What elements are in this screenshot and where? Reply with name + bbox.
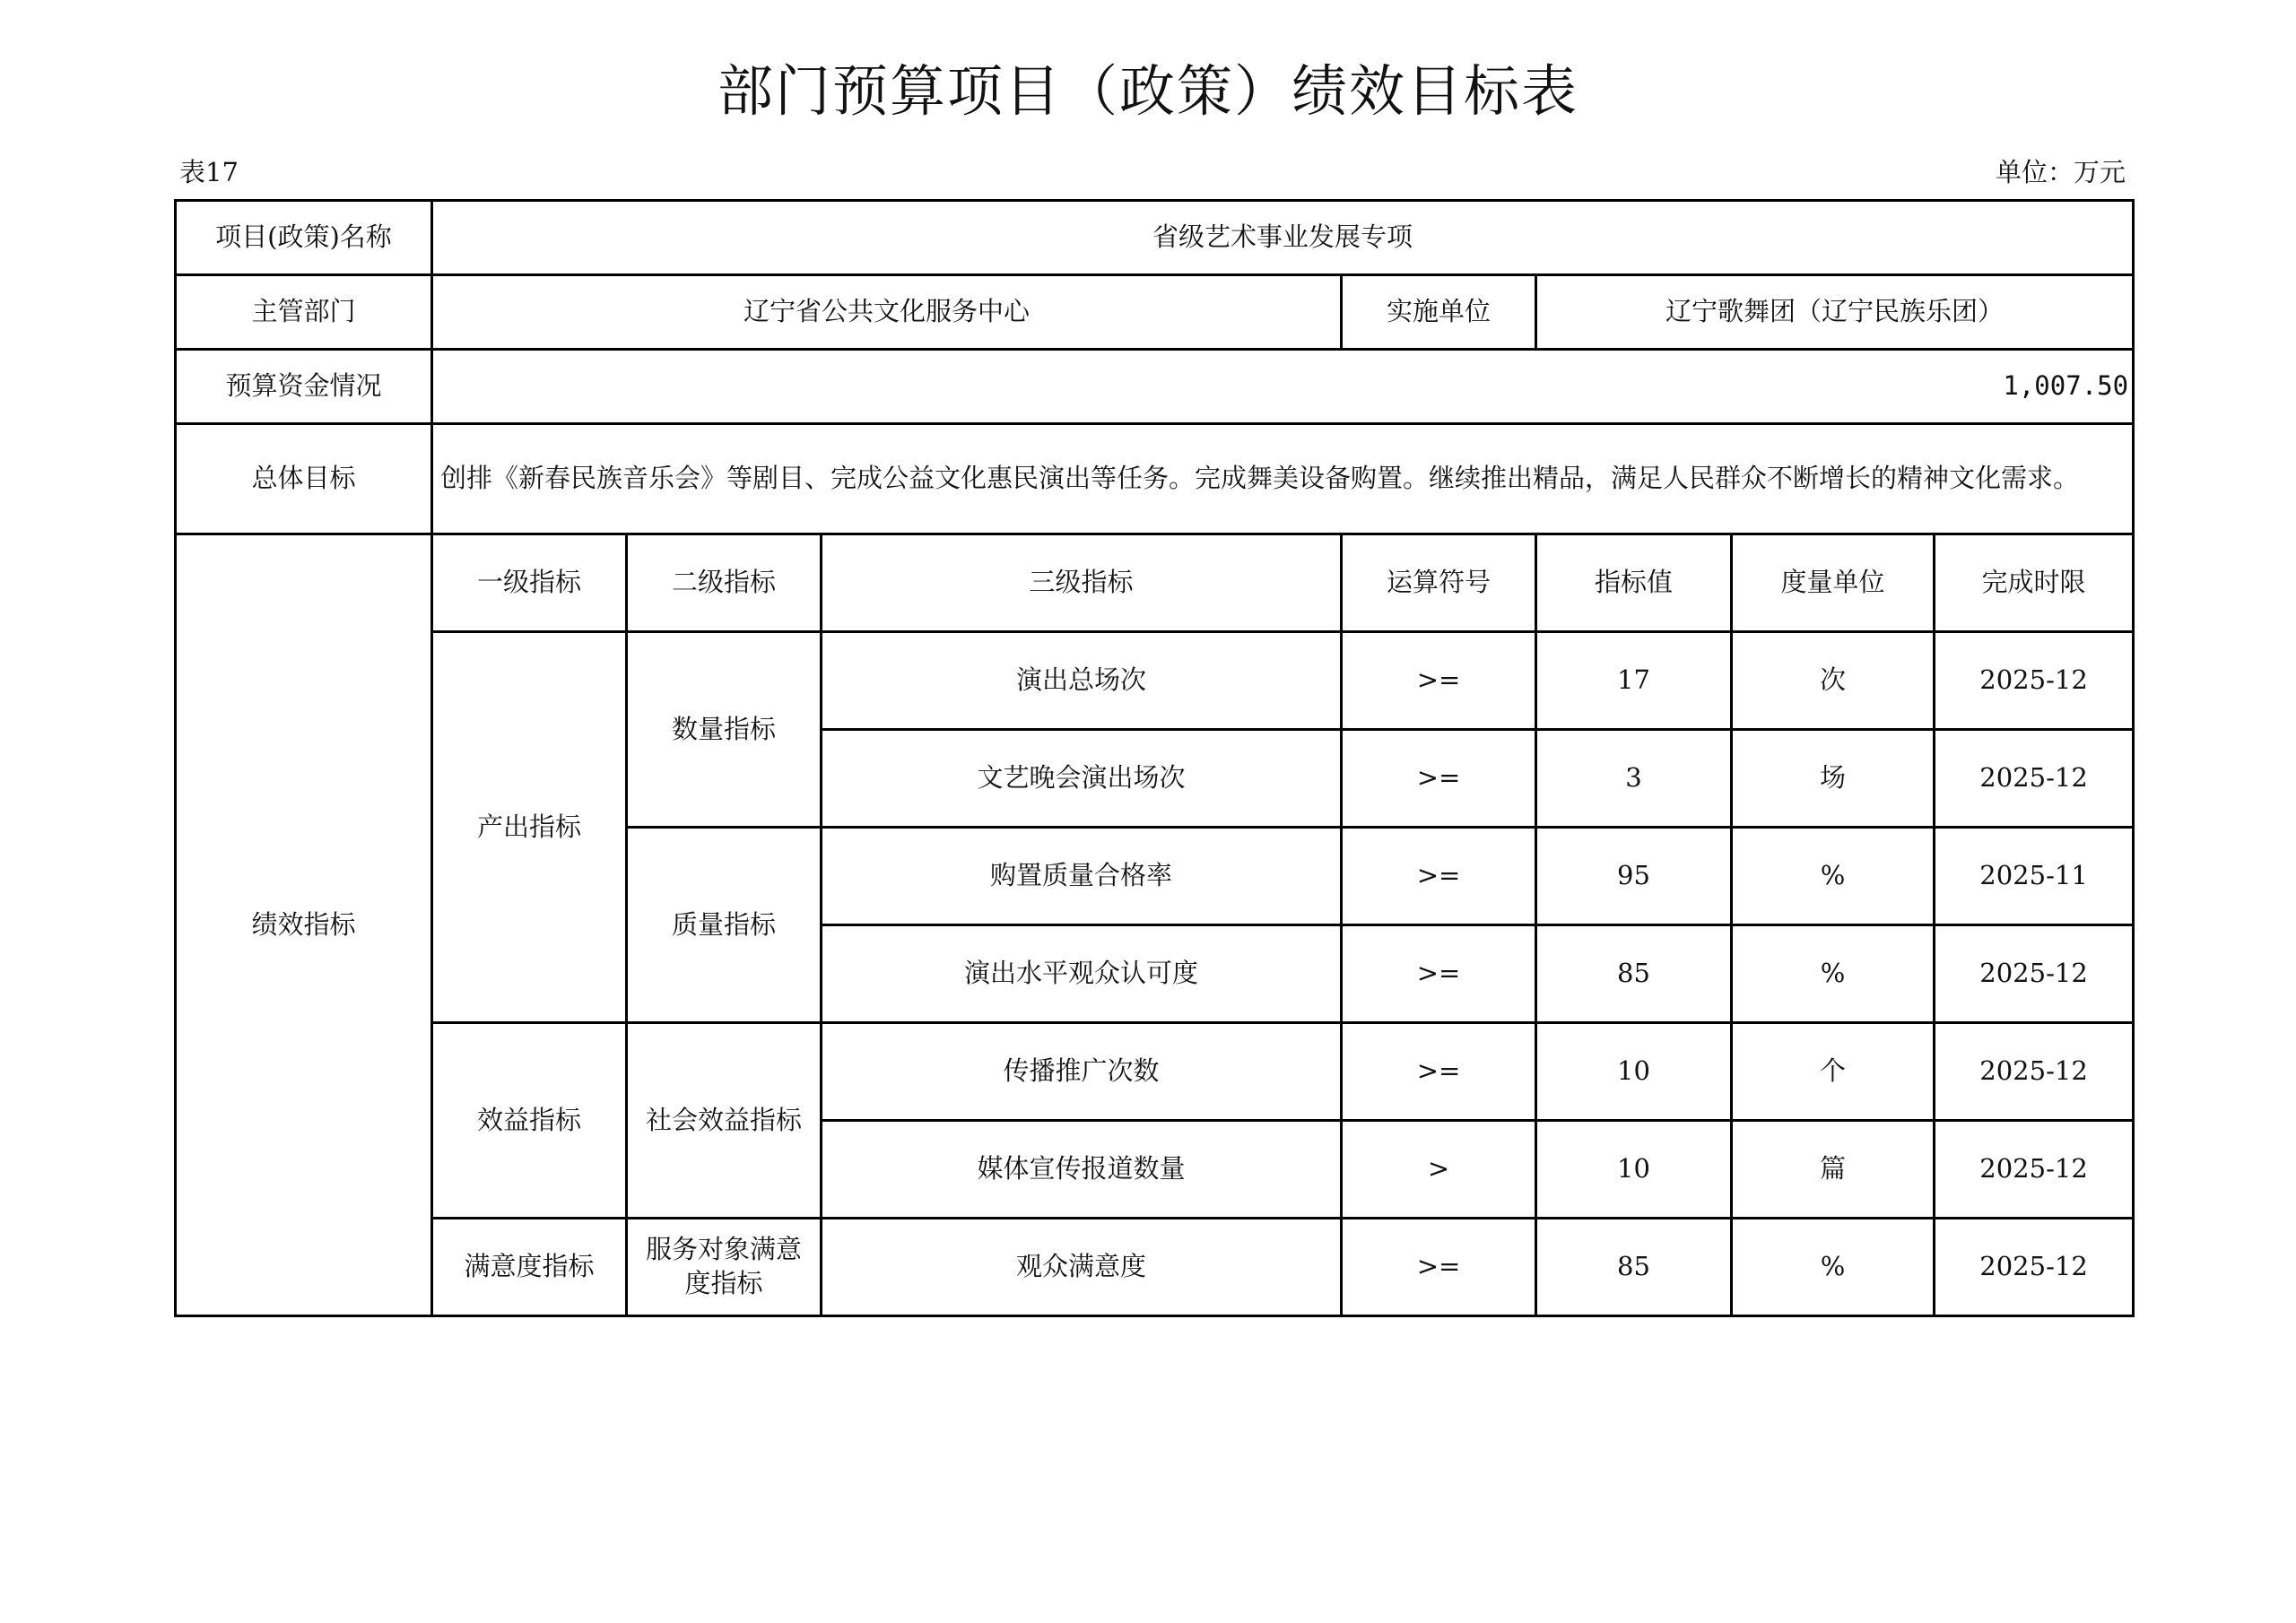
budget-value: 1,007.50 <box>432 350 2134 424</box>
header-deadline: 完成时限 <box>1935 534 2134 632</box>
value-cell: 85 <box>1536 925 1732 1023</box>
value-cell: 3 <box>1536 730 1732 828</box>
value-cell: 17 <box>1536 632 1732 730</box>
goal-value: 创排《新春民族音乐会》等剧目、完成公益文化惠民演出等任务。完成舞美设备购置。继续推出精品，满足人民群众不断增长的精神文化需求。 <box>432 424 2134 534</box>
deadline-cell: 2025-12 <box>1935 730 2134 828</box>
department-value: 辽宁省公共文化服务中心 <box>432 275 1342 350</box>
level2-cell: 质量指标 <box>627 828 822 1023</box>
deadline-cell: 2025-12 <box>1935 1219 2134 1316</box>
level3-cell: 演出水平观众认可度 <box>822 925 1342 1023</box>
level2-cell: 社会效益指标 <box>627 1023 822 1219</box>
unit-cell: 场 <box>1732 730 1935 828</box>
deadline-cell: 2025-12 <box>1935 925 2134 1023</box>
project-name-value: 省级艺术事业发展专项 <box>432 201 2134 275</box>
level3-cell: 购置质量合格率 <box>822 828 1342 925</box>
page-title: 部门预算项目（政策）绩效目标表 <box>717 58 1578 124</box>
operator-cell: >= <box>1342 828 1536 925</box>
unit-cell: 个 <box>1732 1023 1935 1121</box>
level3-cell: 传播推广次数 <box>822 1023 1342 1121</box>
goal-label: 总体目标 <box>176 424 432 534</box>
operator-cell: > <box>1342 1121 1536 1219</box>
indicator-section-label: 绩效指标 <box>176 534 432 1316</box>
department-row <box>176 275 2134 350</box>
table-row <box>176 1219 2134 1316</box>
level1-cell: 效益指标 <box>432 1023 627 1219</box>
unit-cell: 篇 <box>1732 1121 1935 1219</box>
value-cell: 95 <box>1536 828 1732 925</box>
value-cell: 10 <box>1536 1023 1732 1121</box>
level1-cell: 产出指标 <box>432 632 627 1023</box>
value-cell: 10 <box>1536 1121 1732 1219</box>
level2-cell: 服务对象满意度指标 <box>627 1219 822 1316</box>
operator-cell: >= <box>1342 632 1536 730</box>
project-name-label: 项目(政策)名称 <box>176 201 432 275</box>
unit-cell: 次 <box>1732 632 1935 730</box>
implementer-label: 实施单位 <box>1342 275 1536 350</box>
deadline-cell: 2025-12 <box>1935 1121 2134 1219</box>
deadline-cell: 2025-12 <box>1935 632 2134 730</box>
header-value: 指标值 <box>1536 534 1732 632</box>
level2-cell: 数量指标 <box>627 632 822 828</box>
budget-row <box>176 350 2134 424</box>
performance-table <box>174 199 2135 1317</box>
indicator-header-row <box>176 534 2134 632</box>
operator-cell: >= <box>1342 1023 1536 1121</box>
operator-cell: >= <box>1342 925 1536 1023</box>
unit-cell: % <box>1732 828 1935 925</box>
header-operator: 运算符号 <box>1342 534 1536 632</box>
unit-cell: % <box>1732 1219 1935 1316</box>
implementer-value: 辽宁歌舞团（辽宁民族乐团） <box>1536 275 2134 350</box>
header-unit: 度量单位 <box>1732 534 1935 632</box>
department-label: 主管部门 <box>176 275 432 350</box>
table-row <box>176 632 2134 730</box>
header-level2: 二级指标 <box>627 534 822 632</box>
project-name-row <box>176 201 2134 275</box>
budget-label: 预算资金情况 <box>176 350 432 424</box>
value-cell: 85 <box>1536 1219 1732 1316</box>
unit-cell: % <box>1732 925 1935 1023</box>
operator-cell: >= <box>1342 730 1536 828</box>
unit-label: 单位：万元 <box>1995 157 2126 187</box>
level3-cell: 观众满意度 <box>822 1219 1342 1316</box>
header-level1: 一级指标 <box>432 534 627 632</box>
level3-cell: 演出总场次 <box>822 632 1342 730</box>
goal-row <box>176 424 2134 534</box>
table-number: 表17 <box>179 157 239 187</box>
deadline-cell: 2025-11 <box>1935 828 2134 925</box>
operator-cell: >= <box>1342 1219 1536 1316</box>
table-row <box>176 1023 2134 1121</box>
level3-cell: 媒体宣传报道数量 <box>822 1121 1342 1219</box>
header-level3: 三级指标 <box>822 534 1342 632</box>
level3-cell: 文艺晚会演出场次 <box>822 730 1342 828</box>
level1-cell: 满意度指标 <box>432 1219 627 1316</box>
deadline-cell: 2025-12 <box>1935 1023 2134 1121</box>
